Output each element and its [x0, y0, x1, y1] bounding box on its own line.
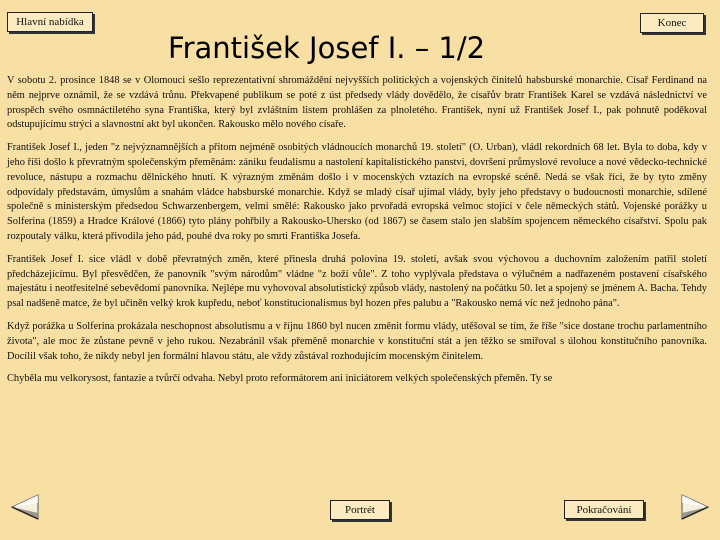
paragraph: Když porážka u Solferina prokázala neschopnost absolutismu a v říjnu 1860 byl nucen změnit formu vlády, utěšoval se tím, že říše "sice dostane trochu parlamentního života", ale moc že zůstane pevně v jeho rukou. Nezabránil však přeměně monarchie v konstituční stát a jen těžko se smiřoval s úlohou konstitučního panovníka. Docílil však toho, že nikdy nebyl jen formální hlavou státu, ale vždy zůstával rozhodujícím mocenským činitelem. [7, 320, 707, 362]
paragraph: František Josef I. sice vládl v době převratných změn, které přinesla druhá polovina 19. století, avšak svou výchovou a duchovním založením patřil století předcházejícímu. Byl přesvědčen, že panovník "svým národům" vládne "z boží vůle". Z toho vyplývala představa o výlučném a nadřazeném postavení císařského majestátu i neotřesitelné sebevědomí panovníka. Nejlépe mu vyhovoval absolutistický způsob vlády, nastolený na počátku 50. let a spojený se jménem A. Bacha. Tehdy psal nadšeně matce, že byl učiněn velký krok kupředu, neboť konstitucionalismus byl hozen přes palubu a "Rakousko nemá víc než jednoho pána". [7, 253, 707, 310]
end-button[interactable]: Konec [640, 13, 704, 33]
paragraph: František Josef I., jeden "z nejvýznamnějších a přitom nejméně osobitých vládnoucích monarchů 19. století" (O. Urban), vládl rekordních 68 let. Byla to doba, kdy v jeho říši došlo k převratným společenským přeměnám: zániku feudalismu a nastolení kapitalistického panství, dovršení průmyslové revoluce a nové vědecko-technické revoluce, nástupu a rozmachu dělnického hnutí. K výrazným změnám došlo i v mocenských vztazích na evropské scéně. Nedá se však říci, že by tyto změny odpovídaly představám, úmyslům a snahám vládce habsburské monarchie. Když se mladý císař ujímal vlády, byly jeho představy o budoucnosti monarchie, sdílené společně s ministerským předsedou Schwarzenbergem, velmi smělé: Rakousko jako prvořadá evropská velmoc stojící v čele německých států. Vojenské porážky u Solferina (1859) a Hradce Králové (1866) tyto plány pohřbily a Rakousko-Uhersko (od 1867) se časem stalo jen slabším spojencem německého císařství. Spolu pak rozpoutaly válku, která přivodila jeho pád, pouhé dva roky po smrti Františka Josefa. [7, 142, 707, 242]
paragraph: V sobotu 2. prosince 1848 se v Olomouci sešlo reprezentativní shromáždění nejvyšších politických a vojenských činitelů habsburské monarchie. Císař Ferdinand na něm nejprve oznámil, že se vzdává trůnu. Překvapené publikum se poté z úst předsedy vlády dovědělo, že císařův bratr František Karel se vzdává následnictví ve prospěch svého osmnáctiletého syna Františka, který byl zvláštním listem prohlášen za plnoletého. František, nyní už František Josef I., pak pohnutě poděkoval odstupujícímu strýci a slavnostní akt byl ukončen. Rakousko mělo nového císaře. [7, 75, 707, 131]
page-title: František Josef I. – 1/2 [168, 31, 486, 65]
continue-button[interactable]: Pokračování [564, 500, 644, 519]
right-arrow-icon[interactable] [680, 491, 712, 523]
left-arrow-icon[interactable] [8, 491, 40, 523]
article-text [7, 74, 707, 387]
portrait-button[interactable]: Portrét [330, 500, 390, 520]
main-menu-button[interactable]: Hlavní nabídka [7, 12, 93, 32]
paragraph: Chyběla mu velkorysost, fantazie a tvůrčí odvaha. Nebyl proto reformátorem ani iniciátorem velkých společenských přeměn. Ty se [7, 373, 553, 385]
